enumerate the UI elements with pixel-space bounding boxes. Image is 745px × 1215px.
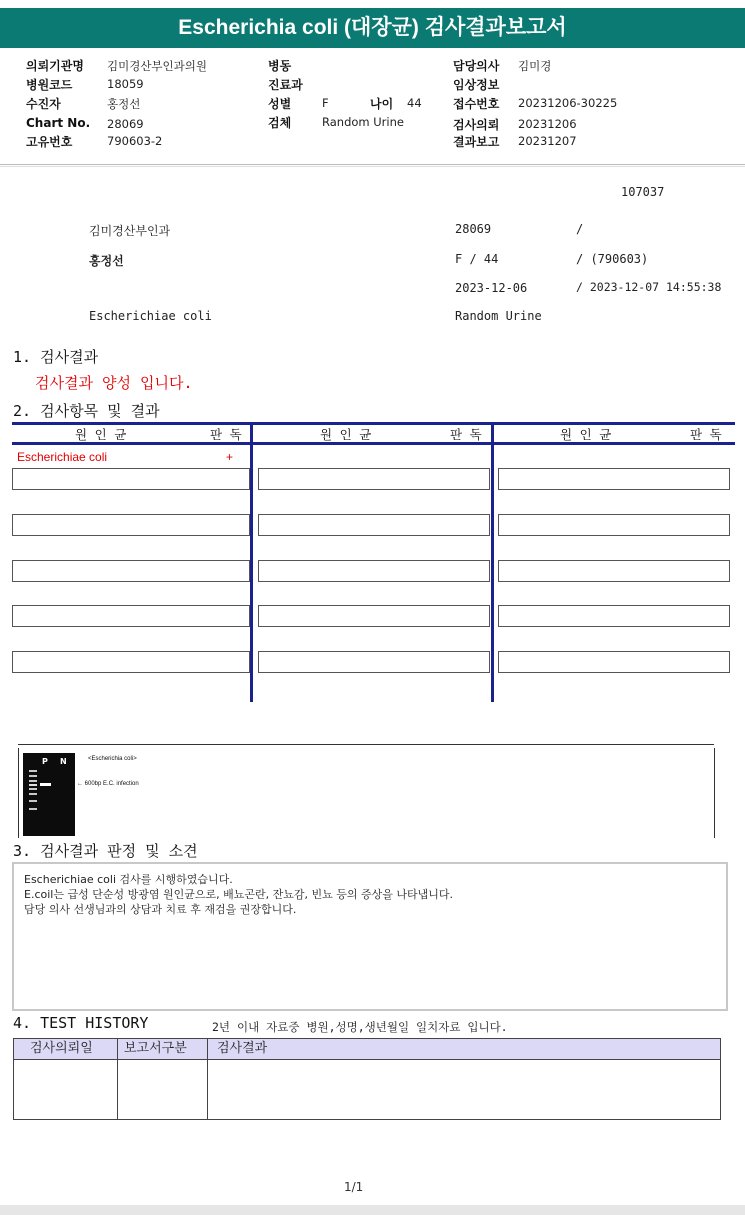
opinion-line: 담당 의사 선생님과의 상담과 치료 후 재검을 권장합니다.: [24, 903, 297, 916]
col-header-judgment-2: 판 독: [450, 427, 482, 442]
result-cell: [258, 605, 490, 627]
chart-no-value: 28069: [107, 117, 144, 131]
info-specimen: Random Urine: [455, 309, 542, 323]
unique-no-value: 790603-2: [107, 134, 163, 148]
info-clinic: 김미경산부인과: [89, 224, 171, 238]
patient-value: 홍정선: [107, 97, 141, 111]
section2-heading: 2. 검사항목 및 결과: [13, 402, 160, 420]
gel-electrophoresis-image: [23, 753, 75, 836]
receipt-value: 20231206-30225: [518, 96, 618, 110]
col-header-judgment-1: 판 독: [210, 427, 242, 442]
history-col-result: 검사결과: [217, 1041, 268, 1056]
specimen-value: Random Urine: [322, 115, 404, 129]
positive-band: [40, 783, 51, 786]
result-cell: [258, 514, 490, 536]
result-cell: [258, 468, 490, 490]
table-col-divider-2: [491, 422, 494, 702]
gel-lane-p: P: [42, 757, 48, 766]
age-value: 44: [407, 96, 422, 110]
result-value: 20231207: [518, 134, 577, 148]
unique-no-label: 고유번호: [26, 135, 73, 149]
history-rule: [13, 1119, 721, 1120]
result-cell: [258, 651, 490, 673]
institution-label: 의뢰기관명: [26, 59, 84, 73]
col-header-pathogen-2: 원 인 균: [320, 427, 372, 442]
history-rule: [13, 1059, 721, 1060]
ladder-band: [29, 788, 37, 790]
report-code: 107037: [621, 185, 665, 199]
history-note: 2년 이내 자료중 병원,성명,생년월일 일치자료 입니다.: [212, 1020, 508, 1034]
info-request-date: 2023-12-06: [455, 281, 528, 295]
page-number: 1/1: [344, 1180, 364, 1194]
result-cell: [498, 651, 730, 673]
sex-value: F: [322, 96, 329, 110]
dept-label: 진료과: [268, 78, 303, 92]
result-cell: [12, 468, 250, 490]
result-cell: [258, 560, 490, 582]
ladder-band: [29, 784, 37, 786]
age-label: 나이: [370, 97, 394, 111]
receipt-label: 접수번호: [453, 97, 500, 111]
table-col-divider-1: [250, 422, 253, 702]
result-cell: [498, 605, 730, 627]
gel-panel-top-border: [18, 744, 714, 745]
ladder-band: [29, 775, 37, 777]
history-rule: [117, 1038, 118, 1120]
result-cell: [12, 651, 250, 673]
col-header-judgment-3: 판 독: [690, 427, 722, 442]
ladder-band: [29, 793, 37, 795]
opinion-text: [24, 872, 453, 917]
info-test-name: Escherichiae coli: [89, 309, 212, 323]
clinical-label: 임상정보: [453, 78, 500, 92]
result-cell: [498, 560, 730, 582]
gel-lane-n: N: [60, 757, 67, 766]
result-pathogen-name: Escherichiae coli: [17, 450, 108, 464]
section1-heading: 1. 검사결과: [13, 348, 99, 366]
header-divider: [0, 164, 745, 165]
history-col-request-date: 검사의뢰일: [30, 1041, 93, 1056]
request-value: 20231206: [518, 117, 577, 131]
hospital-code-label: 병원코드: [26, 78, 73, 92]
page-bottom-strip: [0, 1205, 745, 1215]
history-header-bg: [13, 1038, 720, 1059]
info-patient: 홍정선: [89, 254, 124, 268]
gel-caption: <Escherichia coli>: [88, 756, 137, 762]
history-rule: [13, 1038, 14, 1120]
history-col-report-type: 보고서구분: [124, 1041, 187, 1056]
chart-no-label: Chart No.: [26, 116, 91, 130]
result-cell: [498, 514, 730, 536]
section3-heading: 3. 검사결과 판정 및 소견: [13, 842, 198, 860]
info-birth: / (790603): [576, 252, 649, 266]
info-chart: 28069: [455, 222, 492, 236]
info-slash: /: [576, 222, 584, 236]
col-header-pathogen-1: 원 인 균: [75, 427, 127, 442]
doctor-value: 김미경: [518, 59, 552, 73]
request-label: 검사의뢰: [453, 118, 500, 132]
ladder-band: [29, 780, 37, 782]
section4-heading: 4. TEST HISTORY: [13, 1014, 149, 1032]
opinion-box: [12, 862, 728, 1011]
result-cell: [12, 605, 250, 627]
result-judgment-value: +: [226, 450, 234, 464]
hospital-code-value: 18059: [107, 77, 144, 91]
history-rule: [13, 1038, 721, 1039]
ladder-band: [29, 808, 37, 810]
ladder-band: [29, 770, 37, 772]
ladder-band: [29, 800, 37, 802]
specimen-label: 검체: [268, 116, 292, 130]
info-report-time: / 2023-12-07 14:55:38: [576, 280, 722, 294]
history-rule: [207, 1038, 208, 1120]
doctor-label: 담당의사: [453, 59, 500, 73]
result-cell: [12, 560, 250, 582]
opinion-line: E.coil는 급성 단순성 방광염 원인균으로, 배뇨곤란, 잔뇨감, 빈뇨 등의 증상을 나타냅니다.: [24, 888, 453, 901]
sex-label: 성별: [268, 97, 292, 111]
ward-label: 병동: [268, 59, 292, 73]
header-divider-shadow: [0, 166, 745, 167]
gel-band-note: ← 600bp E.C. infection: [77, 781, 139, 787]
result-cell: [498, 468, 730, 490]
col-header-pathogen-3: 원 인 균: [560, 427, 612, 442]
info-sex-age: F / 44: [455, 252, 499, 266]
opinion-line: Escherichiae coli 검사를 시행하였습니다.: [24, 873, 233, 886]
patient-label: 수진자: [26, 97, 61, 111]
history-rule: [720, 1038, 721, 1120]
institution-value: 김미경산부인과의원: [107, 59, 207, 73]
result-cell: [12, 514, 250, 536]
positive-result-message: 검사결과 양성 입니다.: [35, 374, 193, 392]
report-title: Escherichia coli (대장균) 검사결과보고서: [0, 8, 745, 48]
result-label: 결과보고: [453, 135, 500, 149]
